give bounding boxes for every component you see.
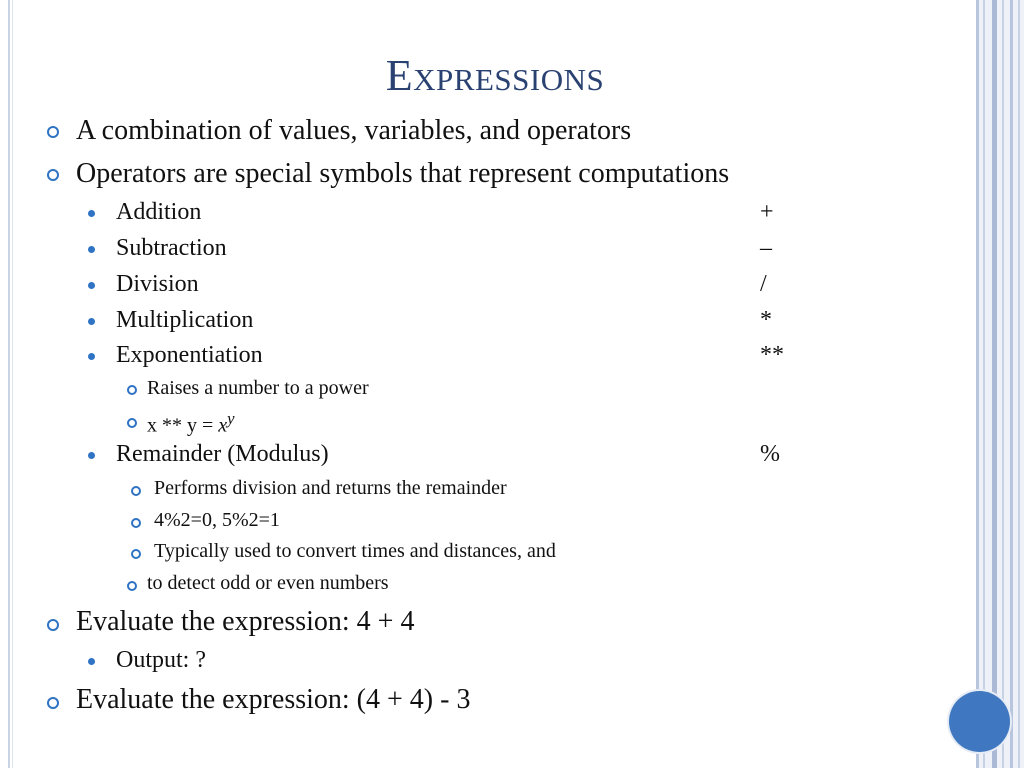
bullet-dot-icon: [88, 282, 95, 289]
evaluate-expression-2: Evaluate the expression: (4 + 4) - 3: [76, 684, 471, 715]
exponent-note-power: Raises a number to a power: [147, 377, 369, 399]
bullet-ring-icon: [47, 697, 59, 709]
operator-addition: Addition: [116, 199, 202, 225]
operator-multiplication-symbol: *: [760, 307, 772, 333]
bullet-ring-icon: [47, 169, 59, 181]
exponent-note-formula: [147, 409, 235, 438]
bullet-ring-icon: [131, 518, 141, 528]
bullet-dot-icon: [88, 353, 95, 360]
operator-exponentiation: Exponentiation: [116, 342, 263, 368]
right-stripe: [1002, 0, 1004, 768]
operator-addition-symbol: +: [760, 199, 774, 225]
bullet-operators: Operators are special symbols that represent computations: [76, 158, 730, 189]
left-border-line-thin: [12, 0, 13, 768]
bullet-dot-icon: [88, 658, 95, 665]
left-border-line: [8, 0, 10, 768]
bullet-ring-icon: [131, 486, 141, 496]
output-line: Output: ?: [116, 647, 206, 673]
modulus-note: Typically used to convert times and distances, and: [154, 540, 556, 562]
evaluate-expression-1: Evaluate the expression: 4 + 4: [76, 606, 415, 637]
operator-modulus-symbol: %: [760, 441, 780, 467]
formula-exponent: y: [227, 409, 235, 428]
bullet-combination: A combination of values, variables, and operators: [76, 115, 632, 146]
bullet-dot-icon: [88, 318, 95, 325]
modulus-note: 4%2=0, 5%2=1: [154, 509, 280, 531]
decorative-circle: [949, 691, 1010, 752]
right-stripe: [1018, 0, 1020, 768]
formula-prefix: x ** y =: [147, 414, 219, 437]
operator-division-symbol: /: [760, 271, 767, 297]
modulus-note: to detect odd or even numbers: [147, 572, 389, 594]
bullet-dot-icon: [88, 452, 95, 459]
bullet-ring-icon: [127, 581, 137, 591]
operator-division: Division: [116, 271, 199, 297]
right-stripe: [976, 0, 979, 768]
right-stripe: [983, 0, 985, 768]
right-stripe: [992, 0, 997, 768]
bullet-ring-icon: [47, 126, 59, 138]
modulus-note: Performs division and returns the remainder: [154, 477, 507, 499]
operator-subtraction: Subtraction: [116, 235, 227, 261]
operator-modulus: Remainder (Modulus): [116, 441, 329, 467]
bullet-dot-icon: [88, 210, 95, 217]
operator-multiplication: Multiplication: [116, 307, 254, 333]
bullet-ring-icon: [127, 418, 137, 428]
operator-exponentiation-symbol: **: [760, 342, 784, 368]
right-stripe: [1010, 0, 1013, 768]
bullet-dot-icon: [88, 246, 95, 253]
formula-base: x: [218, 414, 228, 437]
bullet-ring-icon: [47, 619, 59, 631]
bullet-ring-icon: [127, 385, 137, 395]
operator-subtraction-symbol: –: [760, 235, 772, 261]
slide-title: Expressions: [385, 51, 605, 100]
bullet-ring-icon: [131, 549, 141, 559]
